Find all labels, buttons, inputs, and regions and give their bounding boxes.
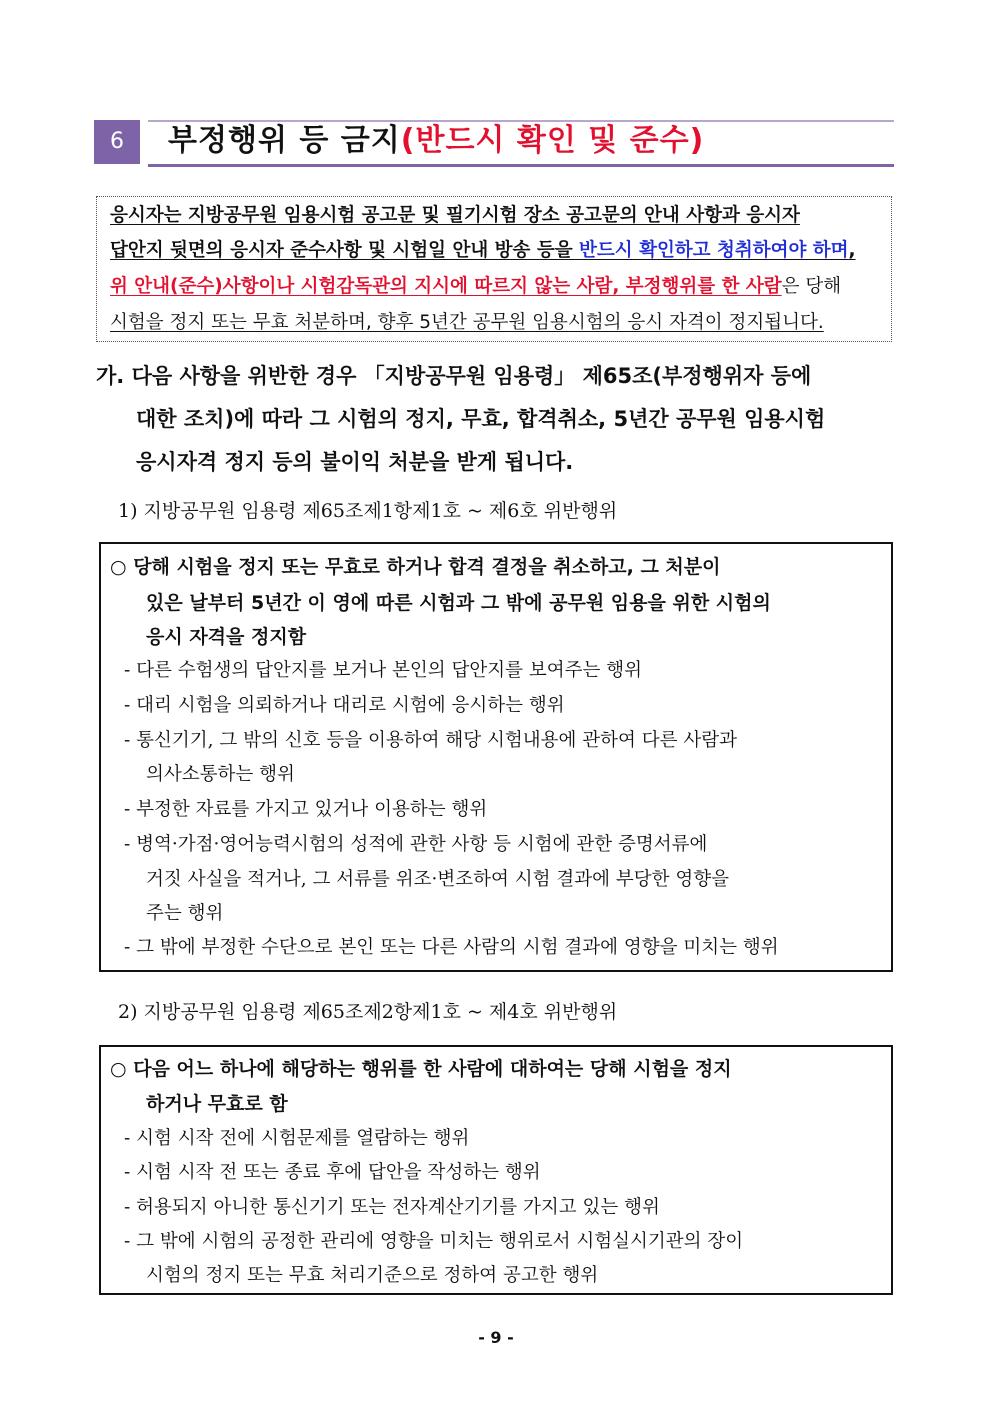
box2-head-line-2: 하거나 무효로 함	[146, 1093, 288, 1115]
box1-head-line-1: ○ 당해 시험을 정지 또는 무효로 하거나 합격 결정을 취소하고, 그 처분이	[110, 556, 721, 578]
notice-line-2: 답안지 뒷면의 응시자 준수사항 및 시험일 안내 방송 등을 반드시 확인하고 청취하여야 하며,	[110, 240, 856, 261]
box1-item-cont: 거짓 사실을 적거나, 그 서류를 위조·변조하여 시험 결과에 부당한 영향을	[146, 869, 729, 890]
notice-line-3: 위 안내(준수)사항이나 시험감독관의 지시에 따르지 않는 사람, 부정행위를 한 사람은 당해	[110, 276, 842, 297]
paragraph-line-2: 대한 조치)에 따라 그 시험의 정지, 무효, 합격취소, 5년간 공무원 임용시험	[136, 407, 826, 431]
box2-head-line-1: ○ 다음 어느 하나에 해당하는 행위를 한 사람에 대하여는 당해 시험을 정지	[110, 1058, 732, 1080]
box1-item: - 통신기기, 그 밖의 신호 등을 이용하여 해당 시험내용에 관하여 다른 사람과	[124, 730, 737, 751]
section-title-paren: (반드시 확인 및 준수)	[400, 123, 705, 158]
box1-item: - 부정한 자료를 가지고 있거나 이용하는 행위	[124, 799, 488, 820]
section-number: 6	[94, 120, 140, 164]
subheading-1: 1) 지방공무원 임용령 제65조제1항제1호 ~ 제6호 위반행위	[118, 500, 618, 522]
box1-item: - 병역·가점·영어능력시험의 성적에 관한 사항 등 시험에 관한 증명서류에	[124, 834, 708, 855]
paragraph-line-1: 가. 다음 사항을 위반한 경우 「지방공무원 임용령」 제65조(부정행위자 등에	[96, 364, 812, 388]
section-title-main: 부정행위 등 금지	[168, 123, 401, 158]
box2-item-cont: 시험의 정지 또는 무효 처리기준으로 정하여 공고한 행위	[146, 1265, 599, 1286]
paragraph-line-3: 응시자격 정지 등의 불이익 처분을 받게 됩니다.	[136, 450, 574, 474]
page-number: - 9 -	[478, 1328, 514, 1347]
notice-line-1: 응시자는 지방공무원 임용시험 공고문 및 필기시험 장소 공고문의 안내 사항과 응시자	[110, 205, 800, 226]
box2-item: - 그 밖에 시험의 공정한 관리에 영향을 미치는 행위로서 시험실시기관의 장이	[124, 1231, 744, 1252]
box1-item: - 대리 시험을 의뢰하거나 대리로 시험에 응시하는 행위	[124, 695, 565, 716]
box1-item: - 그 밖에 부정한 수단으로 본인 또는 다른 사람의 시험 결과에 영향을 미치는 행위	[124, 937, 779, 958]
box2-item: - 시험 시작 전에 시험문제를 열람하는 행위	[124, 1128, 470, 1149]
box1-head-line-2: 있은 날부터 5년간 이 영에 따른 시험과 그 밖에 공무원 임용을 위한 시험의	[146, 592, 771, 614]
box2-item: - 허용되지 아니한 통신기기 또는 전자계산기기를 가지고 있는 행위	[124, 1197, 660, 1218]
box1-head-line-3: 응시 자격을 정지함	[146, 626, 307, 648]
box1-item-cont: 주는 행위	[146, 903, 224, 924]
subheading-2: 2) 지방공무원 임용령 제65조제2항제1호 ~ 제4호 위반행위	[118, 1001, 618, 1023]
box1-item-cont: 의사소통하는 행위	[146, 764, 295, 785]
box1-item: - 다른 수험생의 답안지를 보거나 본인의 답안지를 보여주는 행위	[124, 660, 642, 681]
box2-item: - 시험 시작 전 또는 종료 후에 답안을 작성하는 행위	[124, 1162, 541, 1183]
section-title	[168, 118, 704, 164]
section-bottom-rule	[148, 164, 894, 167]
notice-line-4: 시험을 정지 또는 무효 처분하며, 향후 5년간 공무원 임용시험의 응시 자격이 정지됩니다.	[110, 312, 824, 333]
